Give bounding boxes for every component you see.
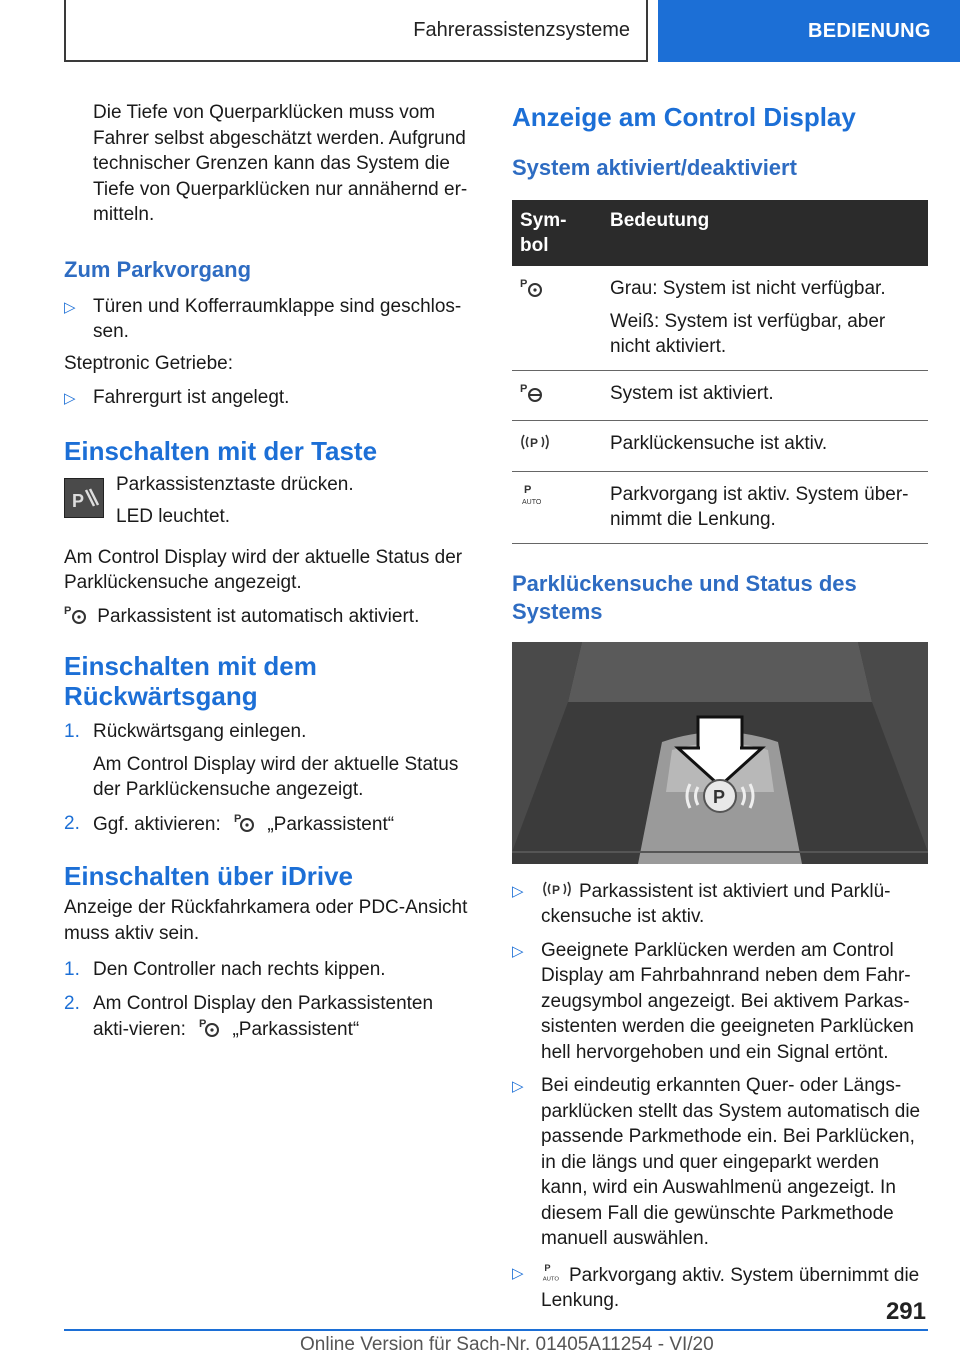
heading-rueckwaertsgang-2: Rückwärtsgang	[64, 681, 258, 711]
status-text: Am Control Display wird der aktuelle Status der Parklückensuche angezeigt.	[64, 546, 463, 593]
led-text: LED leuchtet.	[116, 506, 231, 527]
taste-block	[64, 472, 474, 530]
parking-scene-illustration	[512, 642, 928, 864]
list-item: 2. Ggf. aktivieren: P „Parkassistent“	[64, 812, 395, 835]
park-steering-active-icon	[520, 381, 544, 403]
park-assist-button-icon	[64, 478, 104, 518]
heading-anzeige: Anzeige am Control Display	[512, 102, 856, 132]
list-item: ▷ Fahrergurt ist angelegt.	[64, 385, 474, 412]
svg-text:P: P	[234, 812, 242, 825]
footer-text: Online Version für Sach-Nr. 01405A11254 - VI/20	[300, 1334, 714, 1355]
footer-divider	[64, 1329, 928, 1331]
table-header-row	[512, 200, 928, 266]
right-column	[512, 102, 928, 1314]
list-item: 2. Am Control Display den Parkassistenten akti-vieren: P „Parkassistent“	[64, 992, 434, 1040]
list-item: ▷ P AUTO Parkvorgang aktiv. System übernimmt die Lenkung.	[512, 1260, 928, 1314]
list-item: 1. Den Controller nach rechts kippen.	[64, 959, 386, 980]
park-auto-icon	[520, 482, 546, 506]
page-number: 291	[885, 1298, 926, 1325]
svg-text:P: P	[520, 382, 528, 395]
heading-einschalten-taste: Einschalten mit der Taste	[64, 435, 378, 466]
park-search-icon	[541, 878, 573, 900]
auto-activated-text: P Parkassistent ist automatisch aktiviert.	[64, 604, 420, 627]
table-row: P Parklückensuche ist aktiv.	[512, 421, 928, 472]
svg-text:P: P	[524, 483, 532, 496]
heading-system: System aktiviert/deaktiviert	[512, 155, 797, 180]
rueck-step1-sub: Am Control Display wird der aktuelle Status der Parklückensuche angezeigt.	[93, 753, 459, 800]
park-steering-icon	[195, 1016, 223, 1038]
heading-suche: Parklückensuche und Status des Systems	[512, 570, 857, 624]
table-row: P AUTO Parkvorgang ist aktiv. System über-nimmt die Lenkung.	[512, 471, 928, 543]
park-steering-icon	[230, 811, 258, 833]
intro-text: Die Tiefe von Querparklücken muss vom Fahrer selbst abgeschätzt werden. Aufgrund technischer Grenzen kann das System die Tiefe von Querparklücken nur annähernd er-mitteln.	[93, 102, 468, 225]
idrive-text: Anzeige der Rückfahrkamera oder PDC-Ansicht muss aktiv sein.	[64, 897, 468, 944]
left-column	[64, 100, 474, 1043]
bullet-triangle-icon: ▷	[512, 1078, 524, 1095]
park-steering-icon	[64, 603, 88, 625]
heading-rueckwaertsgang-1: Einschalten mit dem	[64, 651, 317, 681]
header-section: Fahrerassistenzsysteme	[64, 0, 648, 62]
svg-text:P: P	[199, 1018, 207, 1030]
svg-text:P: P	[530, 436, 539, 450]
bullet-triangle-icon: ▷	[512, 942, 524, 960]
svg-text:P: P	[64, 604, 72, 617]
park-auto-icon	[541, 1260, 563, 1284]
svg-text:AUTO: AUTO	[522, 498, 542, 506]
svg-text:P: P	[72, 490, 85, 511]
heading-zum-parkvorgang: Zum Parkvorgang	[64, 256, 252, 282]
steptronic-label: Steptronic Getriebe:	[64, 352, 233, 374]
header-chapter: BEDIENUNG	[658, 0, 960, 62]
list-item: ▷ Geeignete Parklücken werden am Control Display am Fahrbahnrand neben dem Fahr-zeugsymbol angezeigt. Bei aktivem Parkas-sistenten werden die geeigneten Parklücken hell hervorgehoben und ein Signal ertönt.	[512, 938, 928, 1066]
list-item: ▷ P Parkassistent ist aktiviert und Parklü-ckensuche ist aktiv.	[512, 878, 928, 930]
svg-text:P: P	[552, 882, 561, 897]
svg-text:P: P	[713, 786, 726, 807]
table-row: P System ist aktiviert.	[512, 370, 928, 421]
list-item: 1. Rückwärtsgang einlegen.	[64, 721, 307, 742]
svg-text:P: P	[544, 1262, 551, 1273]
park-steering-icon	[520, 276, 544, 298]
taste-step-text: Parkassistenztaste drücken.	[116, 473, 354, 495]
list-item: ▷ Bei eindeutig erkannten Quer- oder Längs-parklücken stellt das System automatisch die passende Parkmethode ein. Bei Parklücken, in die längs und quer eingeparkt werden kann, wird ein Auswahlmenü angezeigt. In diesem Fall die gewünschte Parkmethode manuell auswählen.	[512, 1073, 928, 1252]
table-row: P Grau: System ist nicht verfügbar. Weiß: System ist verfügbar, aber nicht aktiviert.	[512, 266, 928, 370]
heading-idrive: Einschalten über iDrive	[64, 861, 353, 891]
bullet-triangle-icon: ▷	[64, 390, 76, 407]
park-search-icon	[520, 431, 550, 453]
bullet-triangle-icon: ▷	[512, 882, 524, 900]
table-header-meaning: Bedeutung	[602, 200, 928, 266]
symbol-table	[512, 200, 928, 544]
bullet-triangle-icon: ▷	[64, 298, 76, 316]
svg-text:AUTO: AUTO	[542, 1275, 560, 1282]
svg-text:P: P	[520, 278, 528, 290]
table-header-symbol: Sym-bol	[512, 200, 602, 266]
bullet-triangle-icon: ▷	[512, 1264, 524, 1282]
list-item: ▷ Türen und Kofferraumklappe sind geschlos-sen.	[64, 294, 474, 345]
